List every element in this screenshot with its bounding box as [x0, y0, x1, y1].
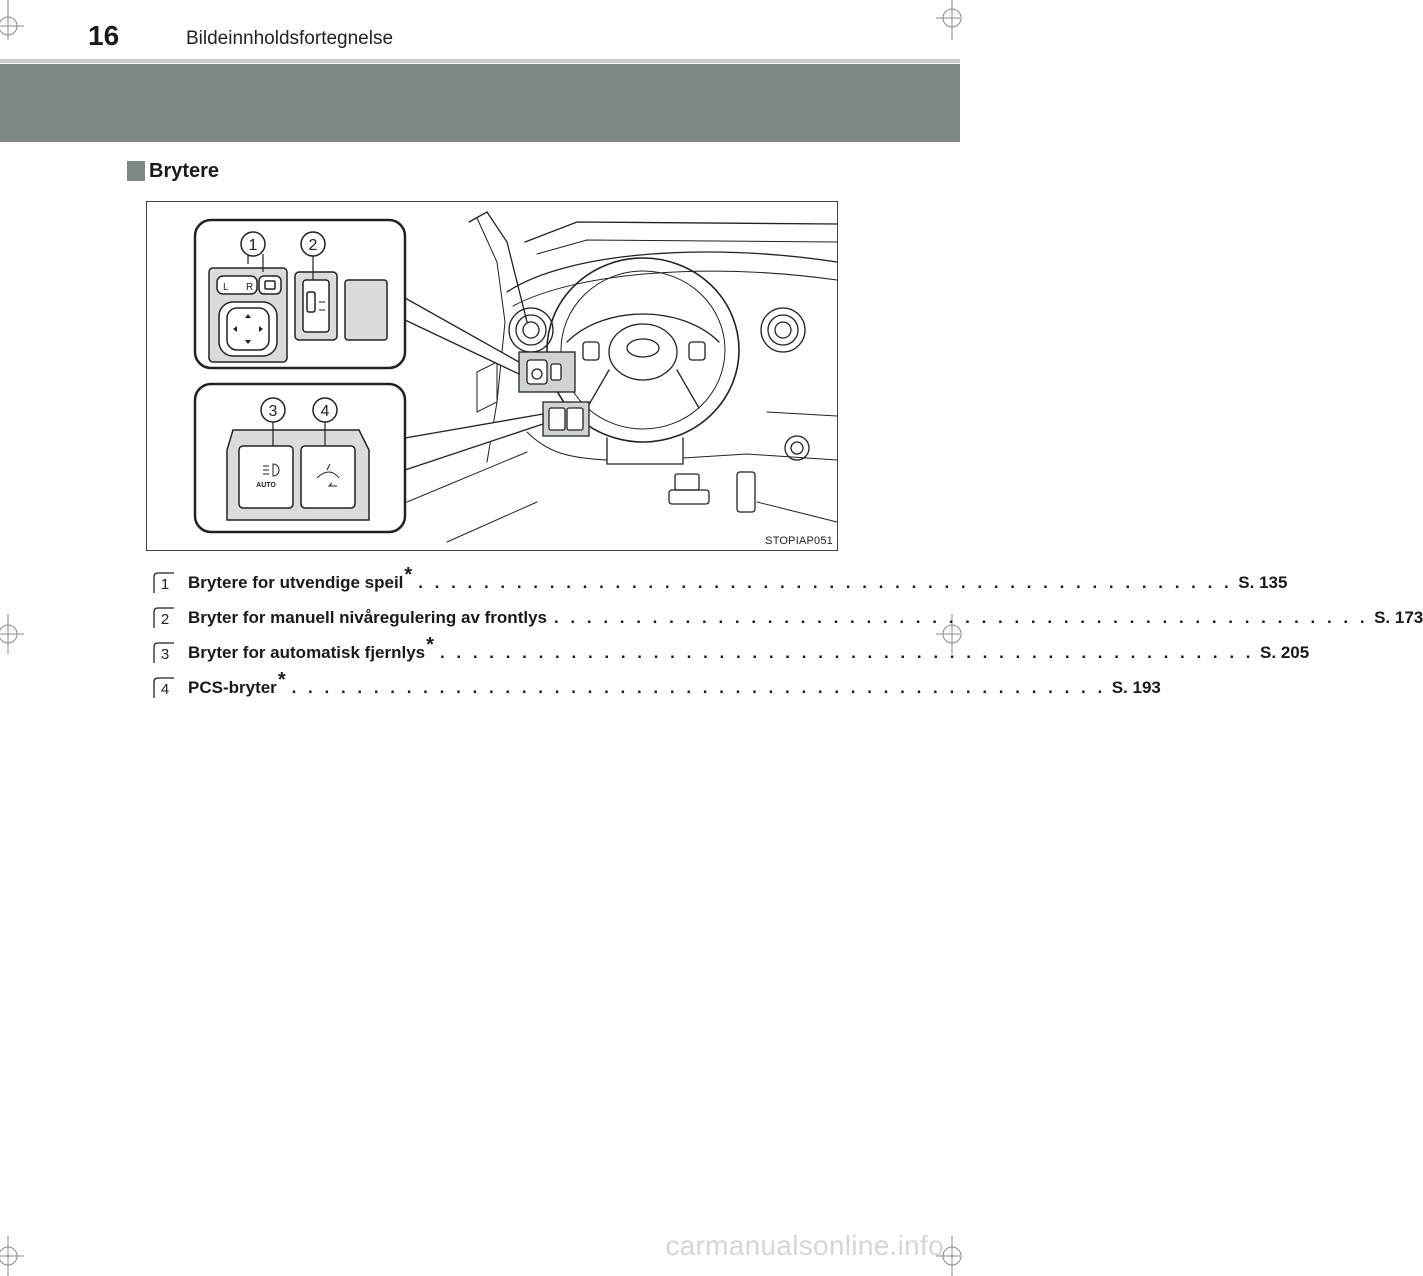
header-band [0, 64, 960, 142]
callout-3: 3 [268, 403, 278, 420]
auto-label: AUTO [256, 482, 276, 489]
svg-text:2: 2 [160, 610, 170, 628]
figure-code: STOPIAP051 [765, 535, 833, 547]
dashboard-drawing [147, 202, 837, 550]
list-item [152, 600, 1423, 635]
item-label: Brytere for utvendige speil [188, 573, 404, 592]
mirror-letter-l: L [223, 282, 229, 293]
footer-watermark: carmanualsonline.info [665, 1230, 944, 1261]
number-4-icon [152, 676, 176, 700]
svg-text:1: 1 [160, 575, 170, 593]
leader-dots: . . . . . . . . . . . . . . . . . . . . . . . . . . . . . . . . . . . . . . . . . . . . . . . . . . [291, 678, 1106, 697]
section-heading [127, 158, 219, 184]
switch-reference-list [152, 564, 1423, 705]
callout-2: 2 [308, 237, 318, 254]
callout-4: 4 [320, 403, 330, 420]
leader-dots: . . . . . . . . . . . . . . . . . . . . . . . . . . . . . . . . . . . . . . . . . . . . . . . . . . [418, 573, 1233, 592]
switches-illustration [146, 201, 838, 551]
callout-1: 1 [248, 237, 258, 254]
header-rule [0, 59, 960, 63]
item-page-link[interactable]: S. 173 [1374, 607, 1423, 627]
mirror-letter-r: R [246, 282, 254, 293]
list-item [152, 634, 1310, 670]
item-label: PCS-bryter [188, 678, 277, 697]
section-title: Brytere [149, 159, 220, 182]
page-number: 16 [88, 20, 120, 51]
crop-mark-top-left [0, 0, 40, 40]
item-page-link[interactable]: S. 135 [1238, 573, 1288, 592]
item-label: Bryter for automatisk fjernlys [188, 643, 426, 662]
list-item [152, 564, 1288, 600]
item-page-link[interactable]: S. 205 [1260, 643, 1310, 662]
crop-mark-mid-left [0, 614, 40, 654]
crop-mark-top-right [920, 0, 960, 40]
section-marker [127, 161, 145, 181]
svg-text:3: 3 [160, 645, 170, 663]
number-3-icon [152, 641, 176, 665]
crop-mark-bottom-left [0, 1236, 40, 1276]
leader-dots: . . . . . . . . . . . . . . . . . . . . . . . . . . . . . . . . . . . . . . . . . . . . . . . . . . [553, 607, 1369, 627]
svg-text:4: 4 [160, 680, 170, 698]
item-page-link[interactable]: S. 193 [1111, 678, 1161, 697]
item-label: Bryter for manuell nivåregulering av frontlys [188, 607, 547, 627]
number-2-icon [152, 606, 176, 630]
item-star: * [426, 634, 434, 656]
list-item [152, 669, 1161, 705]
number-1-icon [152, 571, 176, 595]
leader-dots: . . . . . . . . . . . . . . . . . . . . . . . . . . . . . . . . . . . . . . . . . . . . . . . . . . [439, 643, 1255, 662]
running-title: Bildeinnholdsfortegnelse [186, 28, 394, 49]
item-star: * [277, 669, 286, 691]
item-star: * [404, 564, 413, 586]
